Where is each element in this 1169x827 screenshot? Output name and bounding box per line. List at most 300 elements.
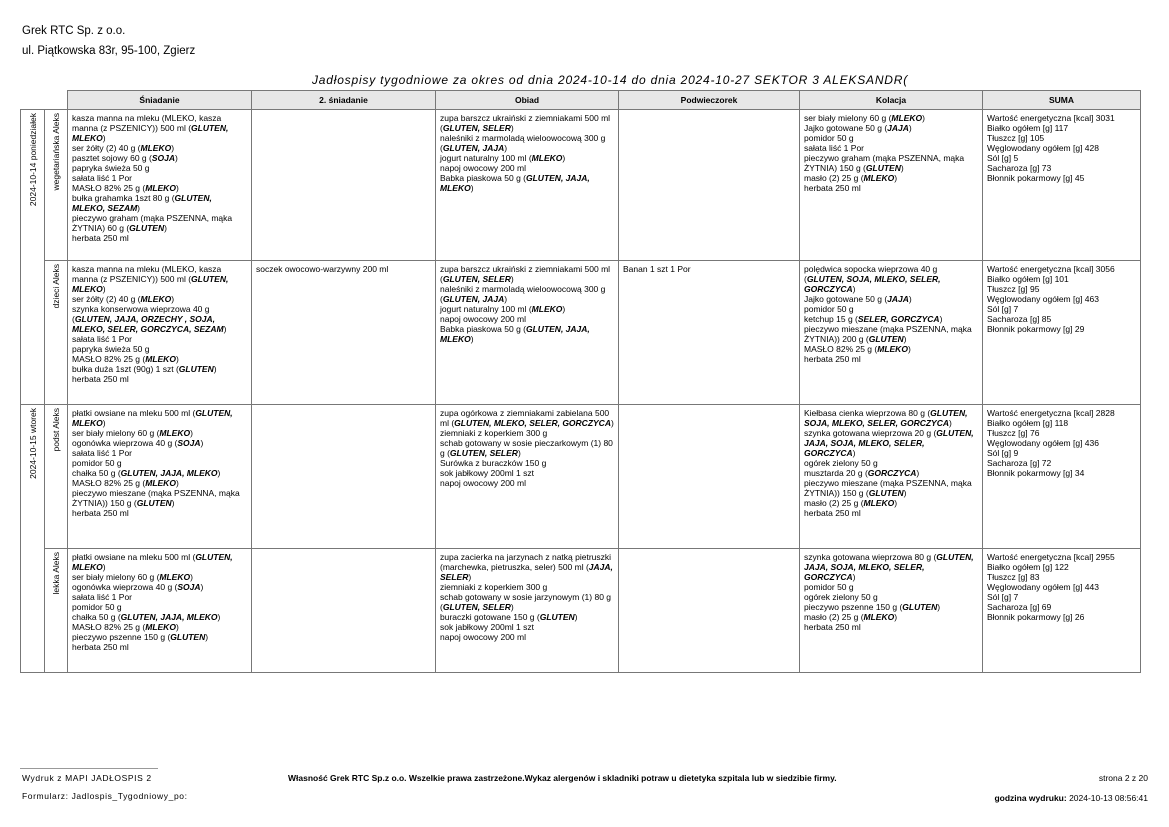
item-text: Białko ogółem [g] 118 <box>987 418 1069 428</box>
allergen-text: MLEKO <box>531 153 563 163</box>
item-text: zupa barszcz ukraiński z ziemniakami 500 ml ( <box>440 264 611 284</box>
item-text: ) <box>171 143 175 153</box>
allergen-text: GLUTEN, MLEKO <box>72 552 233 572</box>
item-text: ) <box>894 612 898 622</box>
col-header-suma: SUMA <box>983 91 1141 110</box>
meal-item <box>440 478 614 488</box>
meal-item <box>804 468 978 478</box>
menu-row <box>21 261 1141 405</box>
meal-item <box>804 294 978 304</box>
meal-cell <box>800 261 983 405</box>
item-text: Tłuszcz [g] 76 <box>987 428 1040 438</box>
meal-item <box>440 458 614 468</box>
nutrition-line <box>987 592 1136 602</box>
item-text: ) <box>922 113 925 123</box>
item-text: ) <box>610 418 614 428</box>
menu-table <box>20 90 1141 673</box>
allergen-text: GLUTEN, JAJA, SOJA, MLEKO, SELER, GORCZYCA <box>804 552 974 582</box>
item-text: sałata liść 1 Por <box>804 143 864 153</box>
item-text: naleśniki z marmoladą wieloowocową 300 g ( <box>440 284 606 304</box>
item-text: ) <box>200 582 204 592</box>
meal-item <box>72 602 247 612</box>
meal-cell <box>800 405 983 549</box>
allergen-text: GLUTEN, JAJA <box>442 143 505 153</box>
item-text: ) <box>102 133 106 143</box>
allergen-text: GLUTEN <box>868 334 904 344</box>
item-text: ) <box>164 223 167 233</box>
item-text: herbata 250 ml <box>72 642 129 652</box>
meal-item <box>440 622 614 632</box>
item-text: Sacharoza [g] 73 <box>987 163 1052 173</box>
allergen-text: GLUTEN, JAJA, MLEKO <box>120 612 218 622</box>
allergen-text: GLUTEN, MLEKO <box>72 274 229 294</box>
item-text: schab gotowany w sosie jarzynowym (1) 80 g ( <box>440 592 612 612</box>
meal-item <box>72 632 247 642</box>
allergen-text: MLEKO <box>159 428 191 438</box>
meal-item <box>440 133 614 153</box>
item-text: MASŁO 82% 25 g ( <box>72 183 146 193</box>
item-text: ser biały mielony 60 g ( <box>804 113 892 123</box>
meal-item <box>804 602 978 612</box>
item-text: Wartość energetyczna [kcal] 3031 <box>987 113 1115 123</box>
item-text: ) <box>102 284 106 294</box>
item-text: ) <box>900 163 904 173</box>
meal-item <box>804 458 978 468</box>
nutrition-summary <box>983 261 1141 405</box>
item-text: napoj owocowy 200 ml <box>440 478 526 488</box>
item-text: ) <box>200 438 204 448</box>
item-text: Jajko gotowane 50 g ( <box>804 123 888 133</box>
col-header-kolacja: Kolacja <box>800 91 983 110</box>
item-text: herbata 250 ml <box>804 622 861 632</box>
item-text: herbata 250 ml <box>804 183 861 193</box>
item-text: ogórek zielony 50 g <box>804 592 878 602</box>
meal-item <box>72 488 247 508</box>
item-text: sałata liść 1 Por <box>72 334 132 344</box>
item-text: pomidor 50 g <box>804 133 854 143</box>
meal-item <box>440 163 614 173</box>
meal-item <box>804 408 978 428</box>
item-text: ) <box>937 602 941 612</box>
header-blank <box>21 91 45 110</box>
company-address: ul. Piątkowska 83r, 95-100, Zgierz <box>22 45 196 57</box>
item-text: ) <box>504 294 508 304</box>
footer-form-name: Formularz: Jadlospis_Tygodniowy_po: <box>22 791 188 801</box>
item-text: ketchup 15 g ( <box>804 314 858 324</box>
nutrition-line <box>987 294 1136 304</box>
allergen-text: SOJA <box>177 582 201 592</box>
day-date: 2024-10-15 wtorek <box>27 408 38 479</box>
diet-name: podst Aleks <box>51 408 61 452</box>
allergen-text: MLEKO <box>863 612 895 622</box>
item-text: pieczywo pszenne 150 g ( <box>804 602 903 612</box>
nutrition-line <box>987 572 1136 582</box>
diet-cell <box>45 110 68 261</box>
meal-cell <box>619 405 800 549</box>
header-row <box>21 91 1141 110</box>
meal-item <box>804 478 978 498</box>
meal-item <box>440 438 614 458</box>
item-text: ) <box>213 364 217 374</box>
meal-item <box>72 233 247 243</box>
meal-item <box>72 334 247 344</box>
item-text: Błonnik pokarmowy [g] 45 <box>987 173 1085 183</box>
allergen-text: GLUTEN, JAJA, MLEKO <box>440 173 590 193</box>
item-text: pieczywo graham (mąka PSZENNA, mąka ŻYTNIA) 150 g ( <box>804 153 965 173</box>
item-text: bułka duża 1szt (90g) 1 szt ( <box>72 364 179 374</box>
item-text: pomidor 50 g <box>72 602 122 612</box>
nutrition-line <box>987 602 1136 612</box>
meal-item <box>804 428 978 458</box>
allergen-text: GLUTEN, SELER <box>442 123 511 133</box>
item-text: masło (2) 25 g ( <box>804 173 864 183</box>
item-text: Babka piaskowa 50 g ( <box>440 324 526 334</box>
item-text: Tłuszcz [g] 105 <box>987 133 1045 143</box>
company-name: Grek RTC Sp. z o.o. <box>22 25 126 37</box>
item-text: Sól [g] 7 <box>987 304 1019 314</box>
item-text: ) <box>510 602 514 612</box>
nutrition-line <box>987 428 1136 438</box>
meal-item <box>256 264 431 274</box>
meal-item <box>72 582 247 592</box>
item-text: MASŁO 82% 25 g ( <box>72 478 146 488</box>
nutrition-line <box>987 408 1136 418</box>
item-text: ) <box>468 572 472 582</box>
item-text: zupa zacierka na jarzynach z natką pietruszki (marchewka, pietruszka, seler) 500 ml ( <box>440 552 612 572</box>
item-text: ) <box>504 143 508 153</box>
allergen-text: GLUTEN, MLEKO, SELER, GORCZYCA <box>454 418 611 428</box>
allergen-text: GLUTEN, JAJA, ORZECHY , SOJA, MLEKO, SELER, GORCZYCA, SEZAM <box>72 314 224 334</box>
item-text: Wartość energetyczna [kcal] 2828 <box>987 408 1115 418</box>
meal-item <box>804 153 978 173</box>
item-text: Kiełbasa cienka wieprzowa 80 g ( <box>804 408 931 418</box>
allergen-text: GLUTEN, JAJA, SOJA, MLEKO, SELER, GORCZYCA <box>804 428 974 458</box>
meal-item <box>72 163 247 173</box>
item-text: Sól [g] 7 <box>987 592 1019 602</box>
item-text: szynka gotowana wieprzowa 80 g ( <box>804 552 937 562</box>
allergen-text: GLUTEN <box>539 612 575 622</box>
nutrition-summary <box>983 110 1141 261</box>
meal-item <box>440 314 614 324</box>
nutrition-line <box>987 163 1136 173</box>
item-text: ogonówka wieprzowa 40 g ( <box>72 438 178 448</box>
meal-cell <box>252 549 436 673</box>
item-text: pomidor 50 g <box>804 582 854 592</box>
diet-name: wegetariańska Aleks <box>51 113 61 191</box>
item-text: płatki owsiane na mleku 500 ml ( <box>72 408 196 418</box>
meal-item <box>440 552 614 582</box>
item-text: sok jabłkowy 200ml 1 szt <box>440 622 535 632</box>
item-text: ) <box>175 153 178 163</box>
item-text: Białko ogółem [g] 122 <box>987 562 1069 572</box>
allergen-text: MLEKO <box>140 143 172 153</box>
allergen-text: GLUTEN, MLEKO <box>72 408 233 428</box>
item-text: Sól [g] 5 <box>987 153 1019 163</box>
item-text: ) <box>852 572 856 582</box>
item-text: ) <box>562 304 566 314</box>
item-text: napoj owocowy 200 ml <box>440 632 526 642</box>
nutrition-line <box>987 274 1136 284</box>
meal-item <box>72 478 247 488</box>
item-text: jogurt naturalny 100 ml ( <box>440 153 532 163</box>
meal-item <box>804 113 978 123</box>
item-text: kasza manna na mleku (MLEKO, kasza manna (z PSZENICY)) 500 ml ( <box>72 264 222 284</box>
meal-item <box>72 374 247 384</box>
meal-item <box>72 642 247 652</box>
menu-row <box>21 549 1141 673</box>
item-text: ogórek zielony 50 g <box>804 458 878 468</box>
item-text: naleśniki z marmoladą wieloowocową 300 g ( <box>440 133 606 153</box>
meal-item <box>804 324 978 344</box>
meal-item <box>440 173 614 193</box>
nutrition-line <box>987 284 1136 294</box>
item-text: Węglowodany ogółem [g] 428 <box>987 143 1099 153</box>
item-text: polędwica sopocka wieprzowa 40 g ( <box>804 264 938 284</box>
meal-item <box>72 364 247 374</box>
item-text: pasztet sojowy 60 g ( <box>72 153 152 163</box>
item-text: Węglowodany ogółem [g] 463 <box>987 294 1099 304</box>
meal-cell <box>68 405 252 549</box>
meal-item <box>804 498 978 508</box>
item-text: herbata 250 ml <box>804 508 861 518</box>
allergen-text: GLUTEN, SELER <box>442 602 511 612</box>
item-text: herbata 250 ml <box>804 354 861 364</box>
item-text: ) <box>190 428 193 438</box>
item-text: ) <box>137 203 141 213</box>
item-text: Wartość energetyczna [kcal] 2955 <box>987 552 1115 562</box>
allergen-text: GORCZYCA <box>867 468 917 478</box>
allergen-text: GLUTEN, SOJA, MLEKO, SELER, GORCZYCA <box>804 274 941 294</box>
item-text: pomidor 50 g <box>804 304 854 314</box>
menu-row <box>21 405 1141 549</box>
nutrition-line <box>987 123 1136 133</box>
meal-item <box>72 213 247 233</box>
meal-cell <box>800 110 983 261</box>
diet-cell <box>45 549 68 673</box>
meal-cell <box>619 110 800 261</box>
item-text: płatki owsiane na mleku 500 ml ( <box>72 552 196 562</box>
item-text: sałata liść 1 Por <box>72 173 132 183</box>
meal-item <box>72 173 247 183</box>
item-text: pieczywo mieszane (mąka PSZENNA, mąka ŻYTNIA)) 150 g ( <box>804 478 972 498</box>
meal-item <box>804 622 978 632</box>
nutrition-line <box>987 143 1136 153</box>
meal-item <box>440 408 614 428</box>
item-text: ) <box>894 498 898 508</box>
item-text: ) <box>470 334 474 344</box>
diet-cell <box>45 405 68 549</box>
nutrition-line <box>987 324 1136 334</box>
item-text: Błonnik pokarmowy [g] 29 <box>987 324 1085 334</box>
item-text: ) <box>903 488 907 498</box>
nutrition-line <box>987 418 1136 428</box>
meal-cell <box>436 110 619 261</box>
item-text: ) <box>171 498 175 508</box>
item-text: szynka konserwowa wieprzowa 40 g ( <box>72 304 210 324</box>
meal-item <box>804 612 978 622</box>
item-text: Banan 1 szt 1 Por <box>623 264 691 274</box>
meal-item <box>72 592 247 602</box>
item-text: ) <box>574 612 578 622</box>
meal-item <box>72 438 247 448</box>
meal-item <box>804 582 978 592</box>
item-text: napoj owocowy 200 ml <box>440 163 526 173</box>
item-text: musztarda 20 g ( <box>804 468 868 478</box>
item-text: buraczki gotowane 150 g ( <box>440 612 540 622</box>
nutrition-line <box>987 448 1136 458</box>
item-text: herbata 250 ml <box>72 374 129 384</box>
meal-item <box>440 612 614 622</box>
allergen-text: MLEKO <box>145 622 176 632</box>
allergen-text: GLUTEN, MLEKO <box>72 123 229 143</box>
meal-item <box>804 133 978 143</box>
item-text: masło (2) 25 g ( <box>804 612 864 622</box>
item-text: pieczywo mieszane (mąka PSZENNA, mąka ŻYTNIA)) 150 g ( <box>72 488 240 508</box>
item-text: ) <box>190 572 193 582</box>
item-text: ) <box>903 334 907 344</box>
item-text: ) <box>908 294 912 304</box>
item-text: Wartość energetyczna [kcal] 3056 <box>987 264 1115 274</box>
nutrition-line <box>987 264 1136 274</box>
meal-item <box>72 428 247 438</box>
item-text: ) <box>517 448 521 458</box>
day-date: 2024-10-14 poniedziałek <box>27 113 38 207</box>
nutrition-line <box>987 458 1136 468</box>
item-text: ) <box>205 632 209 642</box>
item-text: MASŁO 82% 25 g ( <box>804 344 878 354</box>
meal-item <box>72 264 247 294</box>
meal-item <box>72 193 247 213</box>
meal-item <box>72 468 247 478</box>
item-text: ) <box>175 622 179 632</box>
allergen-text: JAJA, SELER <box>440 562 613 582</box>
meal-item <box>440 284 614 304</box>
nutrition-summary <box>983 549 1141 673</box>
item-text: herbata 250 ml <box>72 508 129 518</box>
item-text: ) <box>102 418 106 428</box>
meal-cell <box>68 549 252 673</box>
allergen-text: MLEKO <box>531 304 563 314</box>
meal-item <box>804 123 978 133</box>
item-text: papryka świeża 50 g <box>72 344 150 354</box>
date-cell <box>21 110 45 405</box>
item-text: ) <box>907 344 911 354</box>
item-text: Tłuszcz [g] 95 <box>987 284 1040 294</box>
item-text: ) <box>175 183 179 193</box>
footer-divider <box>20 768 158 769</box>
item-text: soczek owocowo-warzywny 200 ml <box>256 264 389 274</box>
item-text: Sacharoza [g] 72 <box>987 458 1052 468</box>
item-text: sałata liść 1 Por <box>72 448 132 458</box>
allergen-text: GLUTEN, JAJA, MLEKO <box>440 324 590 344</box>
item-text: ) <box>223 324 227 334</box>
meal-item <box>440 264 614 284</box>
meal-item <box>804 143 978 153</box>
meal-item <box>72 354 247 364</box>
item-text: Tłuszcz [g] 83 <box>987 572 1040 582</box>
allergen-text: MLEKO <box>159 572 191 582</box>
item-text: ) <box>175 478 179 488</box>
item-text: ) <box>102 562 106 572</box>
allergen-text: JAJA <box>887 123 909 133</box>
item-text: ) <box>939 314 943 324</box>
nutrition-line <box>987 562 1136 572</box>
meal-item <box>804 344 978 354</box>
meal-item <box>804 304 978 314</box>
item-text: jogurt naturalny 100 ml ( <box>440 304 532 314</box>
item-text: napoj owocowy 200 ml <box>440 314 526 324</box>
print-time-label: godzina wydruku: <box>994 793 1067 803</box>
allergen-text: MLEKO <box>891 113 923 123</box>
meal-item <box>804 264 978 294</box>
item-text: pieczywo graham (mąka PSZENNA, mąka ŻYTNIA) 60 g ( <box>72 213 233 233</box>
meal-item <box>72 448 247 458</box>
meal-item <box>804 508 978 518</box>
item-text: ) <box>562 153 566 163</box>
nutrition-line <box>987 304 1136 314</box>
allergen-text: GLUTEN, SELER <box>449 448 518 458</box>
item-text: ) <box>217 468 221 478</box>
print-time <box>994 793 1148 803</box>
print-time-value: 2024-10-13 08:56:41 <box>1069 793 1148 803</box>
meal-item <box>440 592 614 612</box>
nutrition-summary <box>983 405 1141 549</box>
meal-cell <box>619 261 800 405</box>
item-text: Błonnik pokarmowy [g] 34 <box>987 468 1085 478</box>
meal-item <box>804 314 978 324</box>
meal-item <box>72 458 247 468</box>
meal-item <box>440 304 614 314</box>
diet-name: dzieci Aleks <box>51 264 61 309</box>
meal-item <box>804 592 978 602</box>
item-text: ser żółty (2) 40 g ( <box>72 143 141 153</box>
meal-cell <box>252 110 436 261</box>
meal-item <box>804 173 978 183</box>
item-text: zupa ogórkowa z ziemniakami zabielana 500 ml ( <box>440 408 610 428</box>
meal-item <box>440 324 614 344</box>
meal-item <box>804 552 978 582</box>
meal-item <box>72 508 247 518</box>
nutrition-line <box>987 552 1136 562</box>
allergen-text: GLUTEN, SELER <box>442 274 511 284</box>
meal-item <box>804 183 978 193</box>
meal-item <box>72 153 247 163</box>
nutrition-line <box>987 612 1136 622</box>
item-text: Błonnik pokarmowy [g] 26 <box>987 612 1085 622</box>
item-text: zupa barszcz ukraiński z ziemniakami 500 ml ( <box>440 113 611 133</box>
meal-cell <box>436 405 619 549</box>
allergen-text: SELER, GORCZYCA <box>857 314 940 324</box>
meal-item <box>440 582 614 592</box>
item-text: pieczywo pszenne 150 g ( <box>72 632 171 642</box>
meal-item <box>440 428 614 438</box>
meal-cell <box>68 261 252 405</box>
item-text: ogonówka wieprzowa 40 g ( <box>72 582 178 592</box>
footer-print-source: Wydruk z MAPI JADŁOSPIS 2 <box>22 773 152 783</box>
meal-cell <box>252 405 436 549</box>
meal-cell <box>436 549 619 673</box>
allergen-text: GLUTEN <box>865 163 901 173</box>
diet-name: lekka Aleks <box>51 552 61 595</box>
meal-item <box>72 622 247 632</box>
item-text: pomidor 50 g <box>72 458 122 468</box>
allergen-text: GLUTEN, MLEKO, SEZAM <box>72 193 212 213</box>
header-blank <box>45 91 68 110</box>
meal-item <box>440 153 614 163</box>
item-text: Białko ogółem [g] 101 <box>987 274 1069 284</box>
allergen-text: GLUTEN, JAJA, MLEKO <box>120 468 218 478</box>
nutrition-line <box>987 438 1136 448</box>
